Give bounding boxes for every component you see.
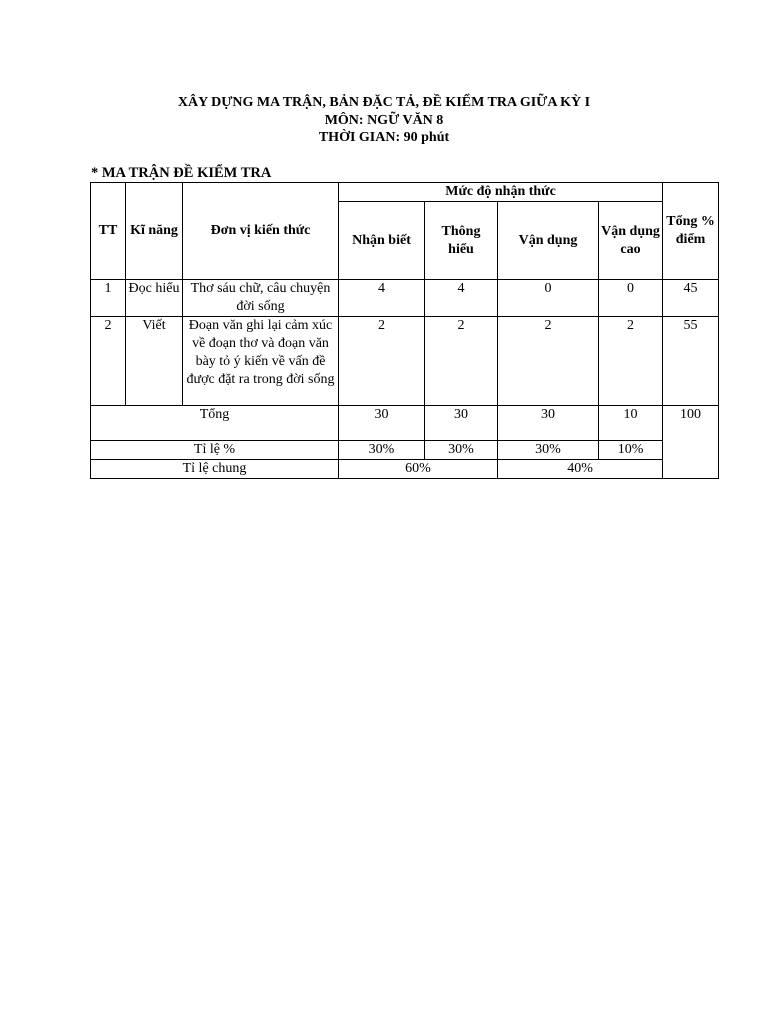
general-rate-row [91, 460, 719, 479]
cell-value: 4 [339, 280, 425, 317]
cell-total: 45 [663, 280, 719, 317]
total-value: 30 [425, 406, 498, 441]
general-rate-value: 40% [498, 460, 663, 479]
percent-row [91, 441, 719, 460]
cell-skill: Đọc hiểu [126, 280, 183, 317]
header-level-apply: Vận dụng [498, 202, 599, 280]
cell-value: 2 [498, 317, 599, 406]
cell-value: 2 [339, 317, 425, 406]
total-value: 30 [498, 406, 599, 441]
cell-skill: Viết [126, 317, 183, 406]
title-line-1: XÂY DỰNG MA TRẬN, BẢN ĐẶC TẢ, ĐỀ KIỂM TRA GIỮA KỲ I [177, 95, 591, 110]
section-heading: * MA TRẬN ĐỀ KIỂM TRA [91, 165, 272, 181]
header-level-recognize: Nhận biết [339, 202, 425, 280]
total-row [91, 406, 719, 441]
general-rate-value: 60% [339, 460, 498, 479]
cell-value: 2 [599, 317, 663, 406]
assessment-matrix-table [90, 182, 719, 479]
percent-value: 10% [599, 441, 663, 460]
cell-value: 4 [425, 280, 498, 317]
cell-unit: Đoạn văn ghi lại cảm xúc về đoạn thơ và đoạn văn bày tỏ ý kiến về vấn đề được đặt ra trong đời sống [183, 317, 339, 406]
grand-total: 100 [663, 406, 719, 479]
cell-tt: 2 [91, 317, 126, 406]
cell-tt: 1 [91, 280, 126, 317]
percent-value: 30% [498, 441, 599, 460]
percent-row-label: Tỉ lệ % [91, 441, 339, 460]
percent-value: 30% [339, 441, 425, 460]
header-cognitive-level: Mức độ nhận thức [339, 183, 663, 202]
document-title [0, 94, 768, 147]
cell-value: 2 [425, 317, 498, 406]
header-level-apply-high: Vận dụng cao [599, 202, 663, 280]
cell-total: 55 [663, 317, 719, 406]
total-row-label: Tổng [91, 406, 339, 441]
title-line-2: MÔN: NGỮ VĂN 8 [324, 112, 444, 128]
cell-value: 0 [599, 280, 663, 317]
total-value: 10 [599, 406, 663, 441]
header-level-understand: Thông hiểu [425, 202, 498, 280]
percent-value: 30% [425, 441, 498, 460]
total-value: 30 [339, 406, 425, 441]
table-row [91, 280, 719, 317]
header-tt: TT [91, 183, 126, 280]
cell-unit: Thơ sáu chữ, câu chuyện đời sống [183, 280, 339, 317]
title-line-3: THỜI GIAN: 90 phút [318, 130, 450, 145]
general-row-label: Tỉ lệ chung [91, 460, 339, 479]
table-row [91, 317, 719, 406]
header-knowledge-unit: Đơn vị kiến thức [183, 183, 339, 280]
cell-value: 0 [498, 280, 599, 317]
header-total-percent: Tổng % điểm [663, 183, 719, 280]
header-skill: Kĩ năng [126, 183, 183, 280]
